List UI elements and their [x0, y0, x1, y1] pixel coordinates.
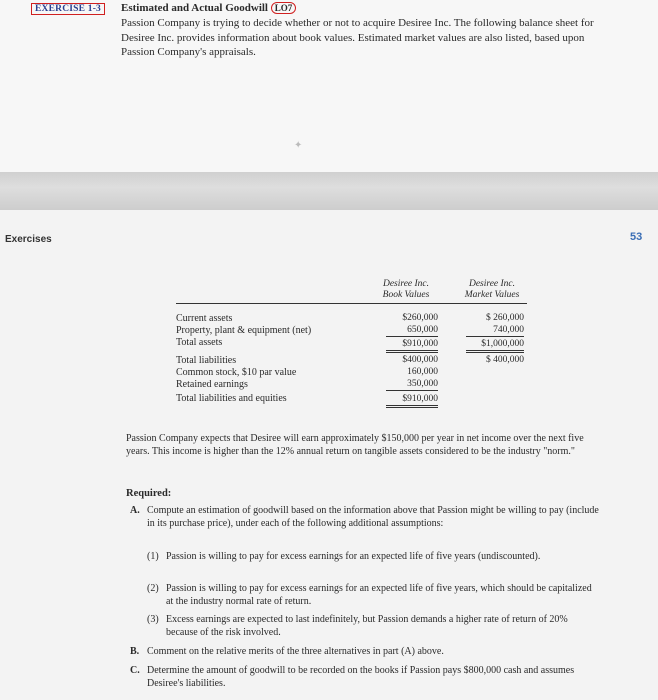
book-ppe: 650,000 — [386, 325, 438, 337]
part-a3-text: Excess earnings are expected to last indefinitely, but Passion demands a higher rate of return of 20% because of the risk involved. — [166, 614, 568, 638]
exercise-label: EXERCISE 1-3 — [31, 3, 105, 15]
book-total-assets: $910,000 — [386, 339, 438, 353]
part-c-tag: C. — [130, 665, 140, 676]
row-label-retained-earnings: Retained earnings — [176, 379, 248, 390]
market-total-assets: $1,000,000 — [466, 339, 524, 353]
market-total-liabilities: $ 400,000 — [486, 355, 524, 365]
exercise-intro: Passion Company is trying to decide whether or not to acquire Desiree Inc. The following balance sheet for Desiree Inc. provides information about book values. Estimated market values are also listed, based upon Passion Company's appraisals. — [121, 17, 594, 58]
market-ppe: 740,000 — [466, 325, 524, 337]
row-label-total-liabilities: Total liabilities — [176, 355, 237, 366]
book-retained-earnings: 350,000 — [386, 379, 438, 391]
part-a2-text: Passion is willing to pay for excess earnings for an expected life of five years, which should be capitalized at the industry normal rate of return. — [166, 583, 592, 607]
part-b-tag: B. — [130, 646, 140, 657]
stray-mark: ✦ — [294, 140, 303, 151]
market-header-line2: Market Values — [464, 290, 520, 300]
book-total-liabilities: $400,000 — [402, 355, 438, 365]
section-header: Exercises — [5, 234, 52, 245]
market-header-line1: Desiree Inc. — [468, 279, 516, 289]
book-total-liab-equity: $910,000 — [386, 394, 438, 408]
row-label-total-assets: Total assets — [176, 337, 223, 348]
part-a-tag: A. — [130, 505, 140, 516]
part-a3-tag: (3) — [147, 614, 159, 625]
market-values-header — [456, 279, 528, 301]
part-a-text: Compute an estimation of goodwill based on the information above that Passion might be willing to pay (include in its purchase price), under each of the following additional assumptions: — [147, 505, 599, 529]
book-values-header — [376, 279, 436, 301]
required-heading: Required: — [126, 488, 172, 499]
part-a2-tag: (2) — [147, 583, 159, 594]
part-a1-tag: (1) — [147, 551, 159, 562]
row-label-current-assets: Current assets — [176, 313, 233, 324]
earnings-paragraph: Passion Company expects that Desiree will earn approximately $150,000 per year in net income over the next five years. This income is higher than the 12% annual return on tangible assets considered to be the industry "norm." — [126, 433, 584, 457]
book-common-stock: 160,000 — [407, 367, 438, 377]
part-c-text: Determine the amount of goodwill to be recorded on the books if Passion pays $800,000 cash and assumes Desiree's liabilities. — [147, 665, 575, 689]
market-current-assets: $ 260,000 — [486, 313, 524, 323]
exercise-title-text: Estimated and Actual Goodwill — [121, 2, 268, 14]
row-label-total-liab-equity: Total liabilities and equities — [176, 393, 287, 404]
book-header-line2: Book Values — [382, 290, 430, 300]
page-break-band — [0, 172, 658, 210]
book-header-line1: Desiree Inc. — [382, 279, 430, 289]
part-b-text: Comment on the relative merits of the three alternatives in part (A) above. — [147, 646, 444, 657]
part-a1-text: Passion is willing to pay for excess earnings for an expected life of five years (undiscounted). — [166, 551, 541, 562]
book-current-assets: $260,000 — [402, 313, 438, 323]
row-label-common-stock: Common stock, $10 par value — [176, 367, 297, 378]
table-header-rule — [176, 303, 527, 304]
page-number: 53 — [630, 231, 643, 243]
learning-objective-badge: LO7 — [271, 2, 297, 14]
exercise-title — [121, 2, 296, 14]
row-label-ppe: Property, plant & equipment (net) — [176, 325, 312, 336]
